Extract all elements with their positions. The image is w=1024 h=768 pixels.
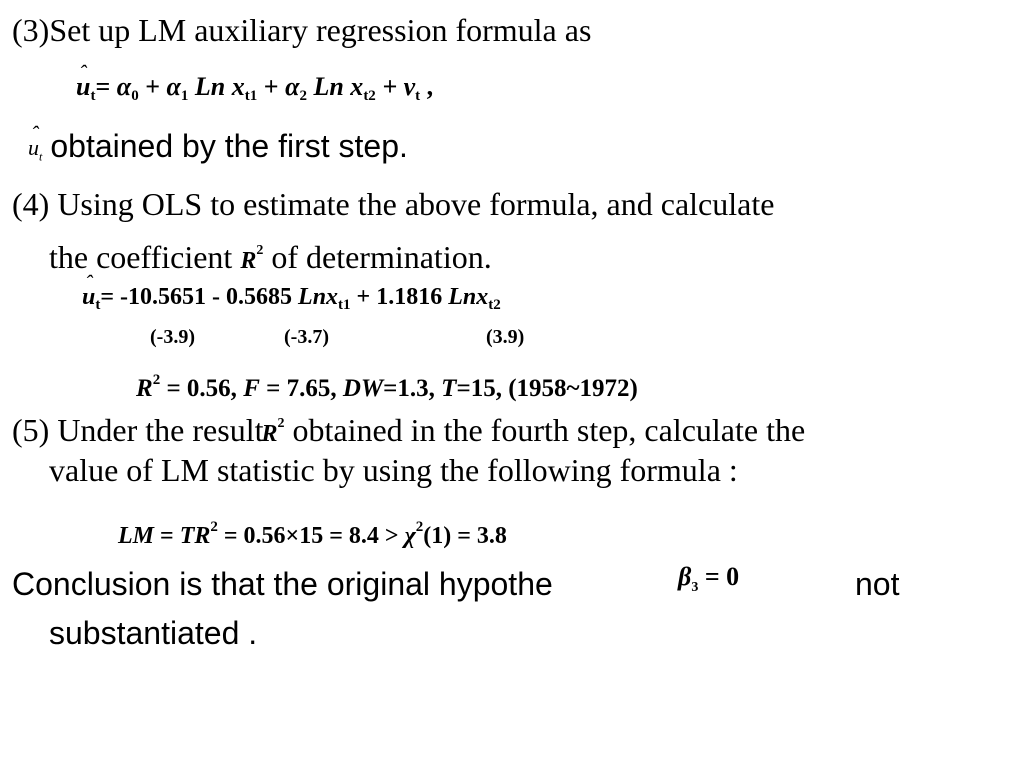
t-stat-3: (3.9) — [486, 326, 525, 348]
conclusion-line2: substantiated . — [49, 615, 258, 651]
lm-statistic-formula: LM = $TR^2 = 0.56\times 15 = 8.4 > \chi^2(1) = 3.8$ — [118, 519, 507, 549]
estimated-equation: ˆ $u_t= -10.5651 - 0.5685$ Lnx$_{t1}$ + 1.1816 Lnx$_{t2}$ — [82, 282, 501, 320]
step5-line1: (5) Under the resultR$^2$ obtained in the fourth step, calculate the — [12, 412, 806, 448]
residual-note — [28, 128, 408, 166]
step4-line2: the coefficient $R^2$ of determination. — [49, 239, 492, 275]
auxiliary-regression-formula: ˆ $u_t= \alpha_0 + \alpha_1$ Ln $x_{t1} + \alpha_2$ Ln $x_{t2} + v_t$ , — [76, 72, 433, 111]
step5-line2: value of LM statistic by using the following formula : — [49, 452, 738, 488]
residual-symbol: ˆ $u_t$ — [28, 135, 42, 160]
t-stat-2: (-3.7) — [284, 326, 329, 348]
conclusion-not: not — [855, 566, 900, 602]
r-squared-symbol: $R^2$ — [240, 243, 264, 274]
regression-statistics: $R^2 = 0.56$, F = 7.65, DW=1.3, T=15, (1958~1972) — [136, 372, 638, 402]
beta-hypothesis: $\beta_3 = 0$ — [678, 562, 740, 596]
step4-line1: (4) Using OLS to estimate the above formula, and calculate — [12, 186, 775, 222]
t-stat-1: (-3.9) — [150, 326, 195, 348]
residual-note-text: obtained by the first step. — [50, 128, 408, 164]
step3-heading: (3)Set up LM auxiliary regression formula as — [12, 12, 592, 48]
u-hat: ˆ u — [76, 72, 90, 102]
conclusion-line1: Conclusion is that the original hypothe — [12, 566, 553, 602]
r-squared-symbol-2: $R^2$ — [261, 416, 285, 447]
